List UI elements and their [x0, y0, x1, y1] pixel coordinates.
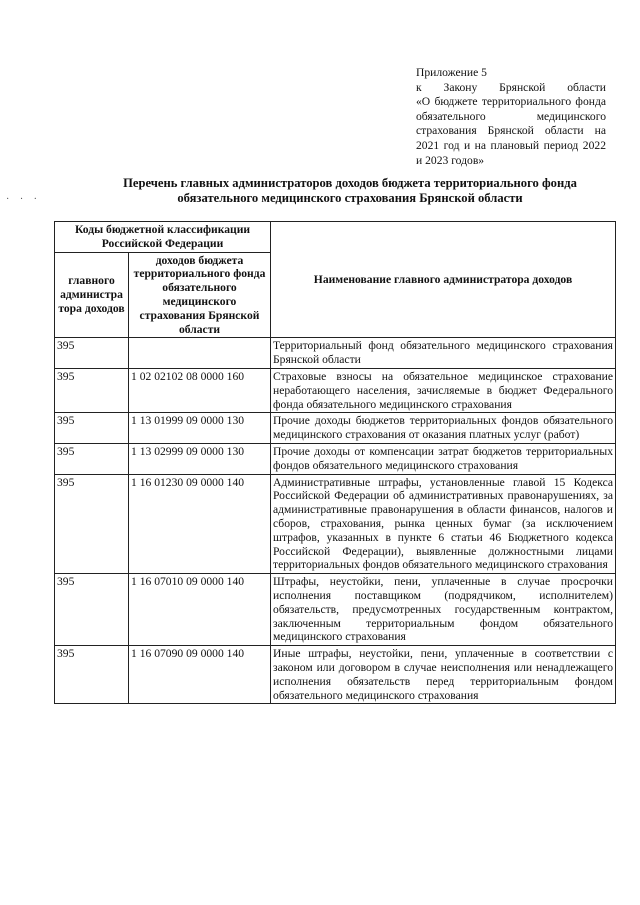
- header-budget-codes: Коды бюджетной классификации Российской Федерации: [55, 222, 271, 253]
- code-cell: 1 02 02102 08 0000 160: [129, 368, 271, 412]
- name-cell: Штрафы, неустойки, пени, уплаченные в случае просрочки исполнения поставщиком (подрядчиком, исполнителем) обязательств, предусмотренных государственным контрактом, заключенным территориальным фондом обязательного медицинского страхования: [271, 574, 616, 646]
- annex-line: к Закону Брянской области: [416, 80, 606, 94]
- annex-line: обязательного медицинского: [416, 109, 606, 123]
- admin-cell: 395: [55, 474, 129, 574]
- annex-line: страхования Брянской области на: [416, 124, 606, 138]
- document-title: [60, 176, 640, 206]
- title-line-1: Перечень главных администраторов доходов бюджета территориального фонда: [123, 176, 577, 190]
- name-cell: Страховые взносы на обязательное медицинское страхование неработающего населения, зачисляемые в бюджет Федерального фонда обязательного медицинского страхования: [271, 368, 616, 412]
- code-cell: [129, 338, 271, 369]
- admin-cell: 395: [55, 338, 129, 369]
- scan-artifact: · · ·: [6, 194, 41, 205]
- admin-cell: 395: [55, 443, 129, 474]
- name-cell: Прочие доходы бюджетов территориальных фондов обязательного медицинского страхования от оказания платных услуг (работ): [271, 413, 616, 444]
- admin-cell: 395: [55, 646, 129, 704]
- annex-line: 2021 год и на плановый период 2022: [416, 138, 606, 152]
- annex-line: и 2023 годов»: [416, 153, 485, 167]
- header-main-admin: главного администра тора доходов: [55, 252, 129, 338]
- table-row: [55, 338, 616, 369]
- table-body: [55, 338, 616, 704]
- admin-cell: 395: [55, 413, 129, 444]
- header-admin-name: Наименование главного администратора доходов: [271, 222, 616, 338]
- table-row: [55, 443, 616, 474]
- header-income-code: доходов бюджета территориального фонда обязательного медицинского страхования Брянской области: [129, 252, 271, 338]
- annex-line: «О бюджете территориального фонда: [416, 95, 606, 109]
- admin-cell: 395: [55, 574, 129, 646]
- table-row: [55, 474, 616, 574]
- administrators-table: [54, 221, 616, 704]
- name-cell: Прочие доходы от компенсации затрат бюджетов территориальных фондов обязательного медицинского страхования: [271, 443, 616, 474]
- code-cell: 1 16 07090 09 0000 140: [129, 646, 271, 704]
- table-row: [55, 646, 616, 704]
- annex-line: Приложение 5: [416, 66, 487, 79]
- annex-block: [416, 66, 606, 168]
- code-cell: 1 13 02999 09 0000 130: [129, 443, 271, 474]
- code-cell: 1 13 01999 09 0000 130: [129, 413, 271, 444]
- name-cell: Административные штрафы, установленные главой 15 Кодекса Российской Федерации об административных правонарушениях, за административные правонарушения в области финансов, налогов и сборов, страхования, рынка ценных бумаг (за исключением штрафов, указанных в пункте 6 статьи 46 Бюджетного кодекса Российской Федерации), выявленные должностными лицами территориальных фондов обязательного медицинского страхования: [271, 474, 616, 574]
- title-line-2: обязательного медицинского страхования Брянской области: [177, 191, 523, 205]
- table-row: [55, 574, 616, 646]
- name-cell: Территориальный фонд обязательного медицинского страхования Брянской области: [271, 338, 616, 369]
- code-cell: 1 16 07010 09 0000 140: [129, 574, 271, 646]
- admin-cell: 395: [55, 368, 129, 412]
- code-cell: 1 16 01230 09 0000 140: [129, 474, 271, 574]
- table-row: [55, 368, 616, 412]
- name-cell: Иные штрафы, неустойки, пени, уплаченные в соответствии с законом или договором в случае неисполнения или ненадлежащего исполнения обязательств перед территориальным фондом обязательного медицинского страхования: [271, 646, 616, 704]
- table-row: [55, 413, 616, 444]
